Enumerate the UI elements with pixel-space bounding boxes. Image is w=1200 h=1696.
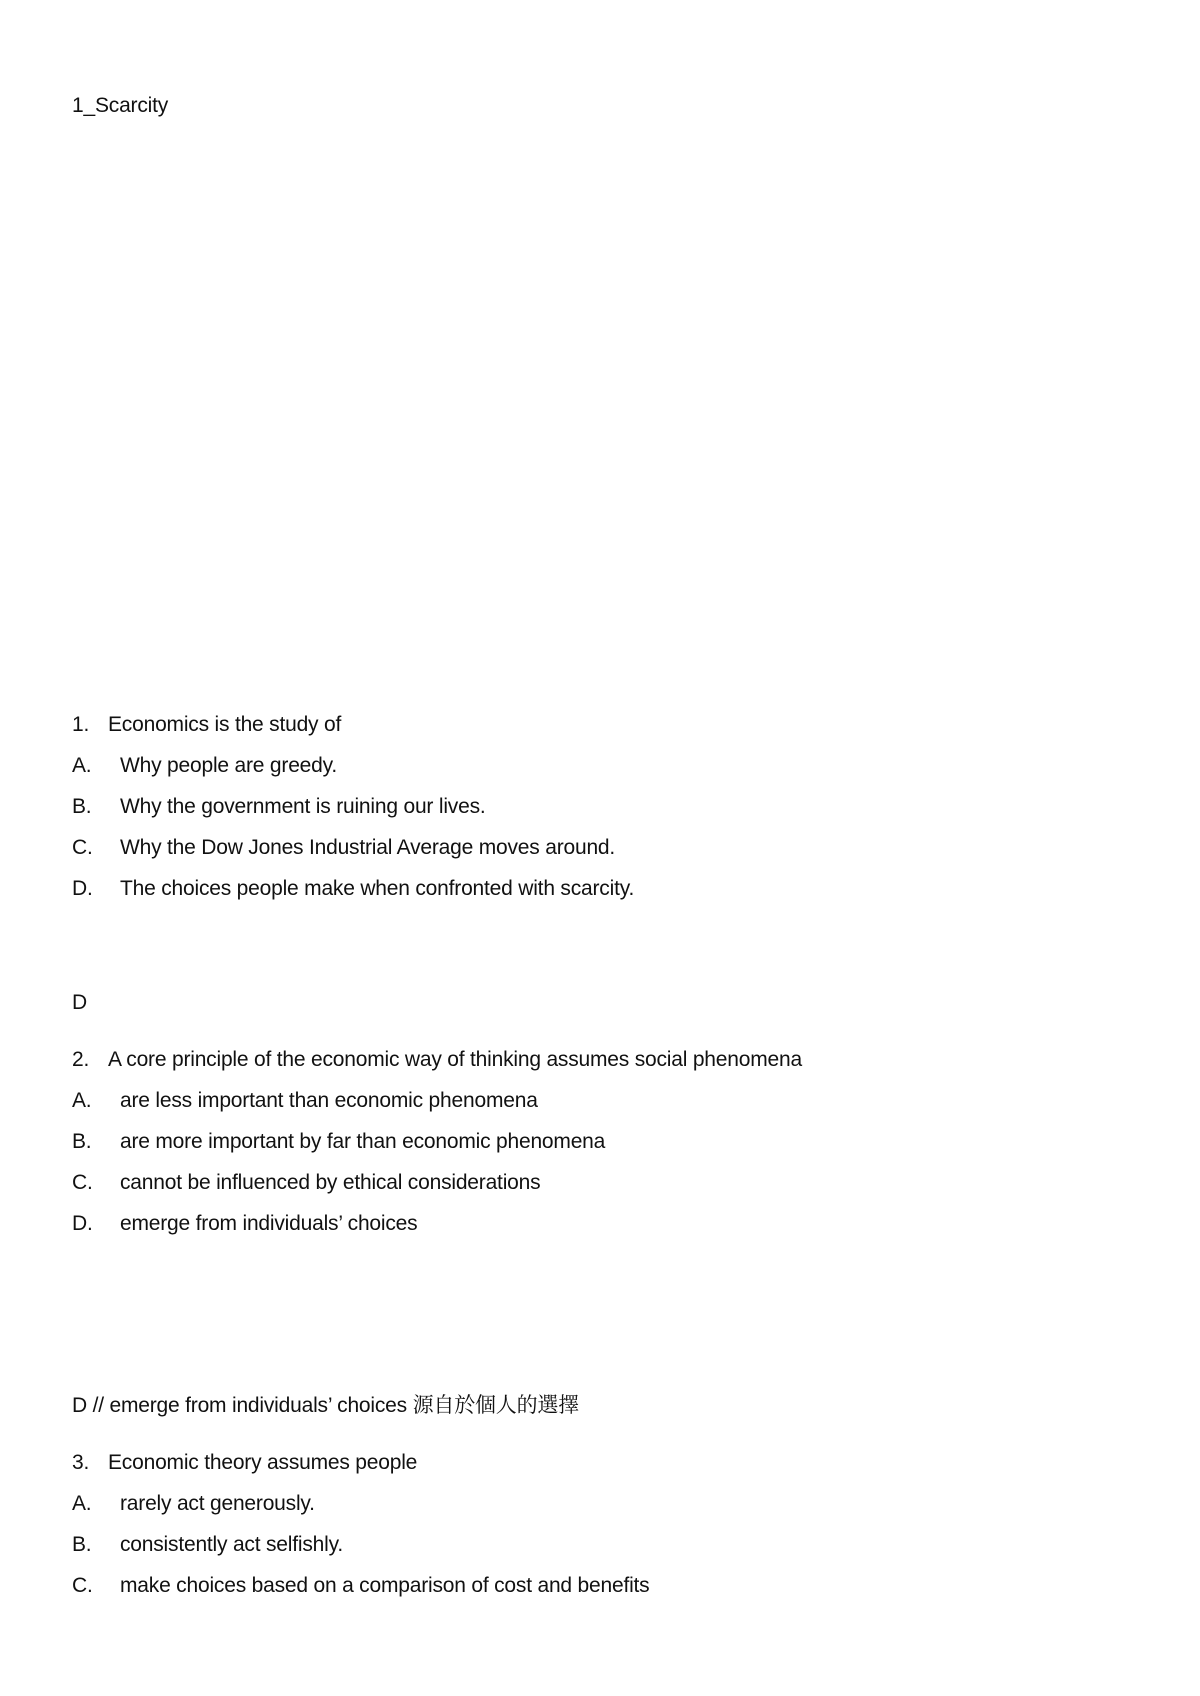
question-3-option-c xyxy=(72,1573,649,1599)
option-letter: D. xyxy=(72,1212,93,1235)
option-text: make choices based on a comparison of cost and benefits xyxy=(120,1574,650,1597)
option-text: emerge from individuals’ choices xyxy=(120,1212,418,1235)
option-letter: A. xyxy=(72,1492,92,1515)
question-number: 1. xyxy=(72,713,90,736)
question-1 xyxy=(72,712,341,738)
option-letter: B. xyxy=(72,1130,92,1153)
option-text: Why the Dow Jones Industrial Average moves around. xyxy=(120,836,616,859)
question-2 xyxy=(72,1047,802,1073)
question-1-option-c xyxy=(72,835,615,861)
option-letter: A. xyxy=(72,1089,92,1112)
question-3 xyxy=(72,1450,417,1476)
question-2-answer: D // emerge from individuals’ choices 源自於個人的選擇 xyxy=(72,1394,579,1417)
question-3-option-b xyxy=(72,1532,343,1558)
question-number: 2. xyxy=(72,1048,90,1071)
question-2-option-c xyxy=(72,1170,540,1196)
option-letter: A. xyxy=(72,754,92,777)
question-2-option-a xyxy=(72,1088,538,1114)
question-text: Economics is the study of xyxy=(108,713,342,736)
option-letter: B. xyxy=(72,1533,92,1556)
question-1-answer: D xyxy=(72,991,87,1014)
option-letter: C. xyxy=(72,1574,93,1597)
question-1-option-b xyxy=(72,794,486,820)
option-text: Why people are greedy. xyxy=(120,754,338,777)
question-2-option-b xyxy=(72,1129,605,1155)
option-letter: B. xyxy=(72,795,92,818)
question-1-option-a xyxy=(72,753,337,779)
option-text: Why the government is ruining our lives. xyxy=(120,795,486,818)
option-text: are less important than economic phenomena xyxy=(120,1089,538,1112)
question-text: A core principle of the economic way of thinking assumes social phenomena xyxy=(108,1048,802,1071)
question-number: 3. xyxy=(72,1451,90,1474)
question-3-option-a xyxy=(72,1491,315,1517)
option-letter: C. xyxy=(72,836,93,859)
option-text: rarely act generously. xyxy=(120,1492,315,1515)
question-2-option-d xyxy=(72,1211,417,1237)
option-text: cannot be influenced by ethical considerations xyxy=(120,1171,541,1194)
question-1-option-d xyxy=(72,876,634,902)
option-text: consistently act selfishly. xyxy=(120,1533,343,1556)
question-text: Economic theory assumes people xyxy=(108,1451,418,1474)
option-letter: D. xyxy=(72,877,93,900)
document-title: 1_Scarcity xyxy=(72,94,169,117)
option-text: are more important by far than economic phenomena xyxy=(120,1130,606,1153)
option-text: The choices people make when confronted with scarcity. xyxy=(120,877,635,900)
option-letter: C. xyxy=(72,1171,93,1194)
